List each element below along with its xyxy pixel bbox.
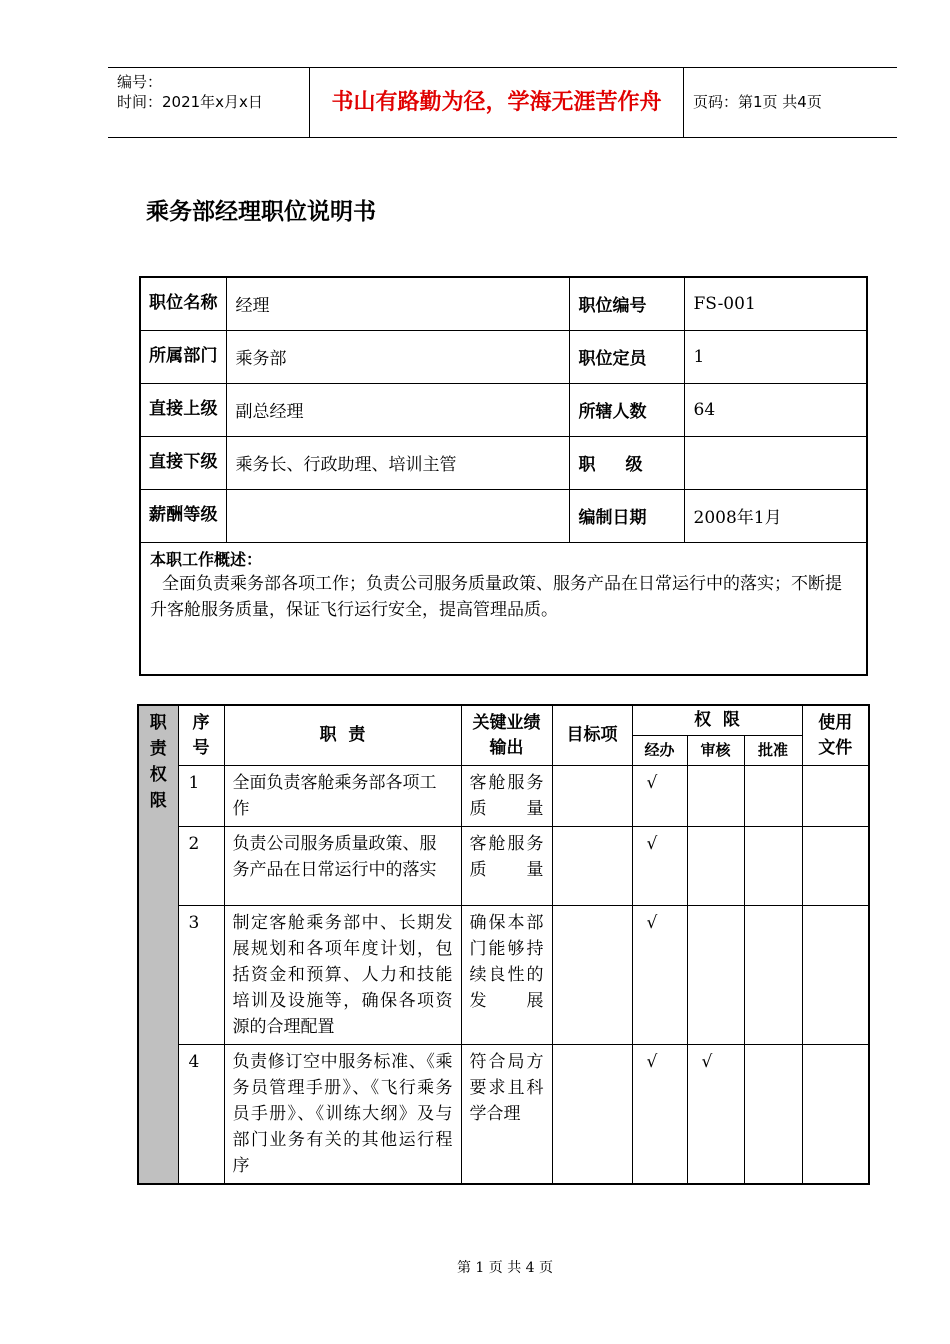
row-docs: [802, 906, 869, 1045]
info-label: 所属部门: [140, 330, 226, 383]
row-review-check: [687, 906, 744, 1045]
info-value: 乘务部: [226, 330, 569, 383]
row-handle-check: √: [632, 766, 687, 827]
summary-row: [140, 542, 867, 675]
info-value: [684, 436, 867, 489]
duties-side-label: [138, 705, 178, 1184]
info-label: 所辖人数: [569, 383, 684, 436]
info-value: 1: [684, 330, 867, 383]
table-row: [138, 1045, 869, 1185]
info-value: FS-001: [684, 277, 867, 330]
table-row: [138, 827, 869, 906]
header-number: 编号：: [117, 73, 163, 91]
header-output-text: 关键业绩输出: [472, 712, 541, 758]
row-review-check: [687, 766, 744, 827]
info-value: [226, 489, 569, 542]
header-handle: 经办: [632, 736, 687, 766]
table-row: [138, 906, 869, 1045]
row-approve-check: [744, 906, 802, 1045]
row-output: 客舱服务质量: [461, 766, 552, 827]
header-output: [461, 705, 552, 766]
row-duty: 全面负责客舱乘务部各项工作: [224, 766, 461, 827]
position-info-table: [139, 276, 868, 676]
header-seq: [178, 705, 224, 766]
info-label: 薪酬等级: [140, 489, 226, 542]
info-label: 职位名称: [140, 277, 226, 330]
summary-title: 本职工作概述：: [150, 549, 263, 569]
row-target: [552, 827, 632, 906]
row-duty: 负责公司服务质量政策、服务产品在日常运行中的落实: [224, 827, 461, 906]
row-handle-check: √: [632, 906, 687, 1045]
row-approve-check: [744, 827, 802, 906]
row-seq: 2: [178, 827, 224, 906]
info-row: [140, 436, 867, 489]
header-review: 审核: [687, 736, 744, 766]
info-row: [140, 330, 867, 383]
header-target: 目标项: [552, 705, 632, 766]
header-authority: 权 限: [632, 705, 802, 736]
row-approve-check: [744, 766, 802, 827]
header-approve: 批准: [744, 736, 802, 766]
row-output: 客舱服务质量: [461, 827, 552, 906]
info-label: 职位编号: [569, 277, 684, 330]
row-seq: 4: [178, 1045, 224, 1185]
header-docs: [802, 705, 869, 766]
row-approve-check: [744, 1045, 802, 1185]
row-target: [552, 1045, 632, 1185]
row-docs: [802, 766, 869, 827]
document-title: 乘务部经理职位说明书: [146, 199, 376, 225]
row-handle-check: √: [632, 1045, 687, 1185]
table-row: [138, 766, 869, 827]
row-target: [552, 906, 632, 1045]
info-value: 副总经理: [226, 383, 569, 436]
header-duty: 职 责: [224, 705, 461, 766]
info-value: 2008年1月: [684, 489, 867, 542]
info-label: 直接上级: [140, 383, 226, 436]
header-motto: 书山有路勤为径，学海无涯苦作舟: [309, 68, 684, 137]
info-value: 经理: [226, 277, 569, 330]
info-value: 64: [684, 383, 867, 436]
summary-text: 全面负责乘务部各项工作；负责公司服务质量政策、服务产品在日常运行中的落实；不断提升客舱服务质量，保证飞行运行安全，提高管理品质。: [150, 573, 842, 620]
row-docs: [802, 827, 869, 906]
info-row: [140, 277, 867, 330]
header-page-info: 页码：第1页 共4页: [693, 93, 822, 111]
row-output: 确保本部门能够持续良性的发展: [461, 906, 552, 1045]
header-seq-text: 序号: [192, 712, 210, 758]
info-row: [140, 489, 867, 542]
duties-table: [137, 704, 870, 1185]
page-footer: 第 1 页 共 4 页: [456, 1260, 554, 1276]
info-label: 直接下级: [140, 436, 226, 489]
info-label: 编制日期: [569, 489, 684, 542]
row-output: 符合局方要求且科学合理: [461, 1045, 552, 1185]
row-target: [552, 766, 632, 827]
info-label: 职位定员: [569, 330, 684, 383]
duties-header-row: [138, 705, 869, 736]
header-docs-text: 使用文件: [818, 712, 853, 758]
row-seq: 1: [178, 766, 224, 827]
info-value: 乘务长、行政助理、培训主管: [226, 436, 569, 489]
row-seq: 3: [178, 906, 224, 1045]
job-summary: [140, 542, 867, 675]
side-label-text: 职责权限: [149, 713, 167, 811]
info-label: 职级: [569, 436, 684, 489]
row-duty: 负责修订空中服务标准、《乘务员管理手册》、《飞行乘务员手册》、《训练大纲》及与部门业务有关的其他运行程序: [224, 1045, 461, 1185]
header-time: 时间：2021年x月x日: [117, 93, 263, 111]
row-docs: [802, 1045, 869, 1185]
row-handle-check: √: [632, 827, 687, 906]
info-row: [140, 383, 867, 436]
header-meta: [108, 68, 309, 137]
row-duty: 制定客舱乘务部中、长期发展规划和各项年度计划，包括资金和预算、人力和技能培训及设施等，确保各项资源的合理配置: [224, 906, 461, 1045]
row-review-check: √: [687, 1045, 744, 1185]
page-header: [108, 67, 897, 138]
row-review-check: [687, 827, 744, 906]
